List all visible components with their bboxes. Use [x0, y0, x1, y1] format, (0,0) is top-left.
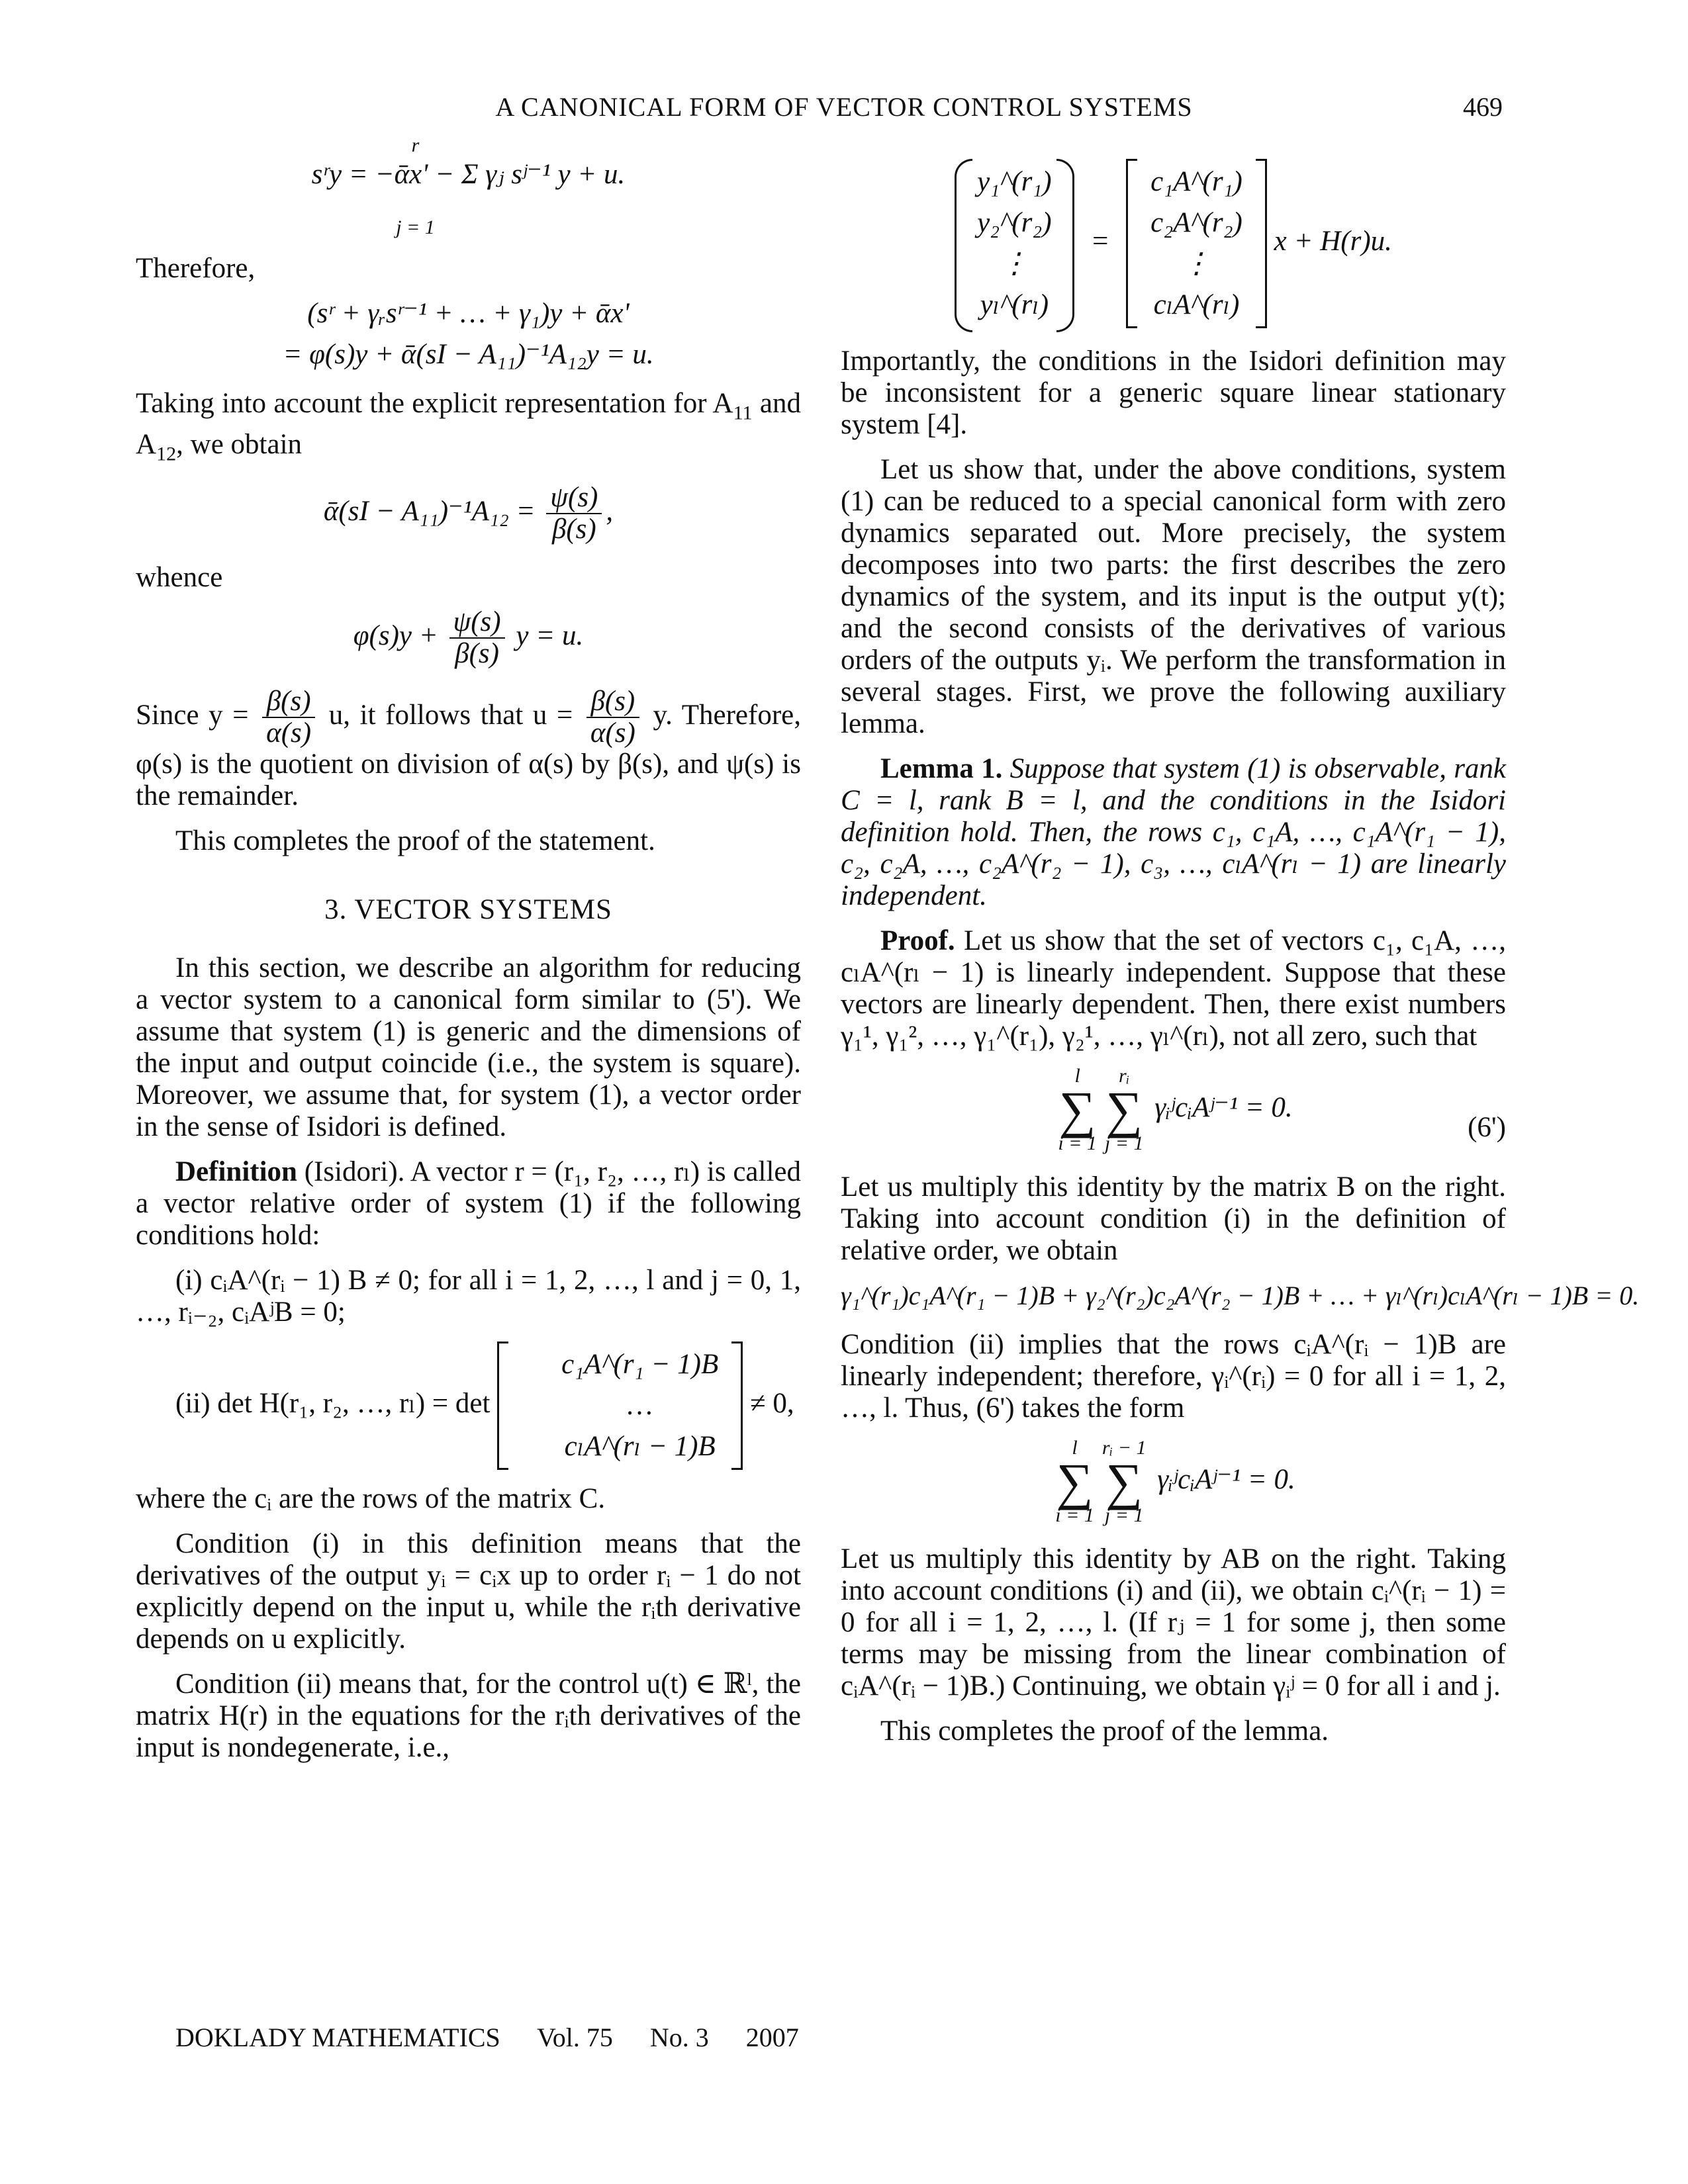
equation-8-sum-i-bottom: i = 1 [1055, 1504, 1094, 1526]
equation-6-sum-j-bottom: j = 1 [1104, 1132, 1144, 1154]
condition-ii-lhs: (ii) det H(r₁, r₂, …, rₗ) = det [175, 1387, 491, 1419]
condition-i: (i) cᵢA^(rᵢ − 1) B ≠ 0; for all i = 1, 2, …, l and j = 0, 1, …, rᵢ₋₂, cᵢAʲB = 0; [136, 1265, 801, 1328]
equation-3-denominator: β(s) [551, 514, 596, 545]
footer [175, 2022, 829, 2053]
output-derivative-vector [955, 159, 1074, 328]
equation-7: γ₁^(r₁)c₁A^(r₁ − 1)B + γ₂^(r₂)c₂A^(r₂ − 1)B + … + γₗ^(rₗ)cₗA^(rₗ − 1)B = 0. [841, 1281, 1640, 1310]
coefficient-matrix [1126, 159, 1267, 328]
paragraph-condition-ii-meaning: Condition (ii) means that, for the control u(t) ∈ ℝˡ, the matrix H(r) in the equations for the rᵢth derivatives of the input is nondegenerate, i.e., [136, 1668, 801, 1764]
equation-1 [136, 159, 801, 191]
coefficient-matrix-row-4: cₗA^(rₗ) [1153, 289, 1240, 320]
equation-6-prime [841, 1066, 1506, 1154]
footer-number: No. 3 [649, 2023, 709, 2052]
equation-8-sum-j: rᵢ − 1 ∑ j = 1 [1102, 1437, 1147, 1526]
equation-6-sum-j: rᵢ ∑ j = 1 [1104, 1065, 1144, 1154]
condition-ii-matrix-row-1: c₁A^(r₁ − 1)B [561, 1349, 719, 1381]
taking-account-sub-1: 11 [733, 401, 753, 424]
footer-volume: Vol. 75 [537, 2023, 613, 2052]
since-denominator-1: α(s) [266, 717, 312, 749]
definition-label: Definition [175, 1156, 297, 1188]
condition-ii-rhs: ≠ 0, [749, 1387, 794, 1419]
since-part-d: φ(s) is the quotient on division of α(s) by β(s), and ψ(s) is the remainder. [136, 749, 801, 812]
equation-1-sum-top: r [411, 134, 420, 156]
equation-6-body: γᵢʲcᵢAʲ⁻¹ = 0. [1154, 1091, 1293, 1123]
equation-1-text: sʳy = −ᾱx' − Σ γⱼ sʲ⁻¹ y + u. [311, 159, 626, 190]
condition-ii-matrix-row-2: … [627, 1390, 653, 1422]
coefficient-matrix-row-3: ⋮ [1182, 248, 1211, 279]
footer-journal: DOKLADY MATHEMATICS [175, 2023, 500, 2052]
running-title: A CANONICAL FORM OF VECTOR CONTROL SYSTEMS [495, 92, 1193, 122]
right-column [841, 159, 1640, 1760]
equation-6-tag: (6') [1468, 1112, 1506, 1143]
since-denominator-2: α(s) [590, 717, 635, 749]
condition-ii-matrix-row-3: cₗA^(rₗ − 1)B [564, 1431, 716, 1463]
equation-8 [841, 1437, 1506, 1526]
since-part-c: y. Therefore, [653, 699, 801, 731]
taking-account-part-c: , we obtain [176, 428, 303, 460]
equation-3-fraction [546, 482, 602, 545]
condition-ii-matrix [497, 1342, 743, 1470]
output-derivative-row-4: yₗ^(rₗ) [980, 289, 1049, 320]
equation-8-sum-j-bottom: j = 1 [1104, 1504, 1144, 1526]
equation-derivatives-rhs: x + H(r)u. [1274, 225, 1392, 257]
since-fraction-2 [586, 686, 639, 749]
equation-4-fraction [449, 607, 505, 669]
coefficient-matrix-row-1: c₁A^(r₁) [1150, 166, 1243, 197]
text-where-ci: where the cᵢ are the rows of the matrix C. [136, 1483, 606, 1515]
since-numerator-2: β(s) [586, 686, 639, 718]
equation-3-lhs: ᾱ(sI − A₁₁)⁻¹A₁₂ = [323, 495, 536, 527]
footer-year: 2007 [745, 2023, 799, 2052]
equation-4-lhs: φ(s)y + [353, 619, 438, 651]
paragraph-section-intro: In this section, we describe an algorithm for reducing a vector system to a canonical form similar to (5'). We assume that system (1) is generic and the dimensions of the input and output coincide (i.e., the system is square). Moreover, we assume that, for system (1), a vector order in the sense of Isidori is defined. [136, 952, 801, 1143]
taking-account-part-b: and A [136, 388, 802, 460]
equation-4-rhs: y = u. [516, 619, 584, 651]
paragraph-multiply-b: Let us multiply this identity by the matrix B on the right. Taking into account condition (i) in the definition of relative order, we obtain [841, 1171, 1506, 1266]
equation-1-sum-bottom: j = 1 [396, 216, 435, 238]
paragraph-condition-implies: Condition (ii) implies that the rows cᵢA^(rᵢ − 1)B are linearly independent; therefore, γᵢ^(rᵢ) = 0 for all i = 1, 2, …, l. Thus, (6') takes the form [841, 1329, 1506, 1424]
taking-account-part-a: Taking into account the explicit representation for A [136, 388, 733, 419]
since-part-a: Since y = [136, 699, 249, 731]
equation-6-sum-i-bottom: i = 1 [1058, 1132, 1097, 1154]
equation-3-numerator: ψ(s) [546, 482, 602, 514]
equation-3: ᾱ(sI − A₁₁)⁻¹A₁₂ = $\frac{\psi(s)}{\beta(s)}$ , [323, 482, 614, 545]
equation-6-sum-j-top: rᵢ [1118, 1065, 1130, 1087]
text-completes-lemma: This completes the proof of the lemma. [880, 1715, 1329, 1747]
since-fraction-1 [262, 686, 315, 749]
text-whence: whence [136, 562, 223, 594]
proof-label: Proof. [880, 925, 955, 956]
equation-6-sum-i: l ∑ i = 1 [1058, 1065, 1097, 1154]
output-derivative-row-1: y₁^(r₁) [977, 166, 1052, 197]
page-number: 469 [1463, 92, 1503, 122]
paragraph-taking-account [136, 388, 801, 469]
left-column [136, 134, 802, 1777]
paragraph-definition [136, 1156, 801, 1251]
paragraph-multiply-ab: Let us multiply this identity by AB on the right. Taking into account conditions (i) and (ii), we obtain cᵢ^(rᵢ − 1) = 0 for all i = 1, 2, …, l. (If rⱼ = 1 for some j, then some terms may be missing from the linear combination of cᵢA^(rᵢ − 1)B.) Continuing, we obtain γᵢʲ = 0 for all i and j. [841, 1543, 1506, 1702]
equation-derivatives [841, 159, 1506, 328]
output-derivative-row-2: y₂^(r₂) [977, 207, 1052, 238]
condition-ii [136, 1342, 801, 1470]
equation-8-sum-i: l ∑ i = 1 [1055, 1437, 1094, 1526]
output-derivative-row-3: ⋮ [1000, 248, 1029, 279]
equation-2b: = φ(s)y + ᾱ(sI − A₁₁)⁻¹A₁₂y = u. [283, 339, 654, 370]
equation-derivatives-equals: = [1090, 225, 1110, 257]
proof [841, 925, 1506, 1052]
paragraph-let-us-show: Let us show that, under the above conditions, system (1) can be reduced to a special canonical form with zero dynamics separated out. More precisely, the system decomposes into two parts: the first describes the zero dynamics of the system, and its input is the output y(t); and the second consists of the derivatives of various orders of the outputs yᵢ. We perform the transformation in several stages. First, we prove the following auxiliary lemma. [841, 454, 1506, 739]
equation-2a: (sʳ + γᵣsʳ⁻¹ + … + γ₁)y + ᾱx' [307, 298, 630, 329]
equation-4-numerator: ψ(s) [449, 607, 505, 639]
equation-4-denominator: β(s) [455, 638, 499, 670]
equation-8-sum-i-top: l [1072, 1437, 1078, 1459]
section-heading: 3. VECTOR SYSTEMS [324, 894, 612, 926]
equation-8-sum-j-top: rᵢ − 1 [1102, 1437, 1147, 1459]
equation-8-body: γᵢʲcᵢAʲ⁻¹ = 0. [1157, 1463, 1295, 1495]
coefficient-matrix-row-2: c₂A^(r₂) [1150, 207, 1243, 238]
equation-6-sum-i-top: l [1074, 1065, 1080, 1087]
equation-4 [136, 607, 801, 669]
since-numerator-1: β(s) [262, 686, 315, 718]
text-therefore: Therefore, [136, 253, 256, 284]
lemma-1 [841, 753, 1506, 912]
taking-account-sub-2: 12 [156, 442, 177, 465]
definition-text: (Isidori). A vector r = (r₁, r₂, …, rₗ) is called a vector relative order of system (1) if the following conditions hold: [136, 1156, 801, 1251]
text-completes-statement: This completes the proof of the statement. [175, 825, 655, 857]
lemma-text: Suppose that system (1) is observable, rank C = l, rank B = l, and the conditions in the Isidori definition hold. Then, the rows c₁, c₁A, …, c₁A^(r₁ − 1), c₂, c₂A, …, c₂A^(r₂ − 1), c₃, …, cₗA^(rₗ − 1) are linearly independent. [841, 753, 1507, 911]
paragraph-importantly: Importantly, the conditions in the Isidori definition may be inconsistent for a generic square linear stationary system [4]. [841, 345, 1506, 440]
paragraph-since [136, 686, 801, 812]
paragraph-condition-i-meaning: Condition (i) in this definition means that the derivatives of the output yᵢ = cᵢx up to order rᵢ − 1 do not explicitly depend on the input u, while the rᵢth derivative depends on u explicitly. [136, 1528, 801, 1655]
since-part-b: u, it follows that u = [328, 699, 573, 731]
lemma-label: Lemma 1. [880, 753, 1003, 784]
running-head [132, 91, 1556, 131]
proof-text: Let us show that the set of vectors c₁, c₁A, …, cₗA^(rₗ − 1) is linearly independent. Suppose that these vectors are linearly dependent. Then, there exist numbers γ₁¹, γ₁², …, γ₁^(r₁), γ₂¹, …, γₗ^(rₗ), not all zero, such that [841, 925, 1507, 1052]
